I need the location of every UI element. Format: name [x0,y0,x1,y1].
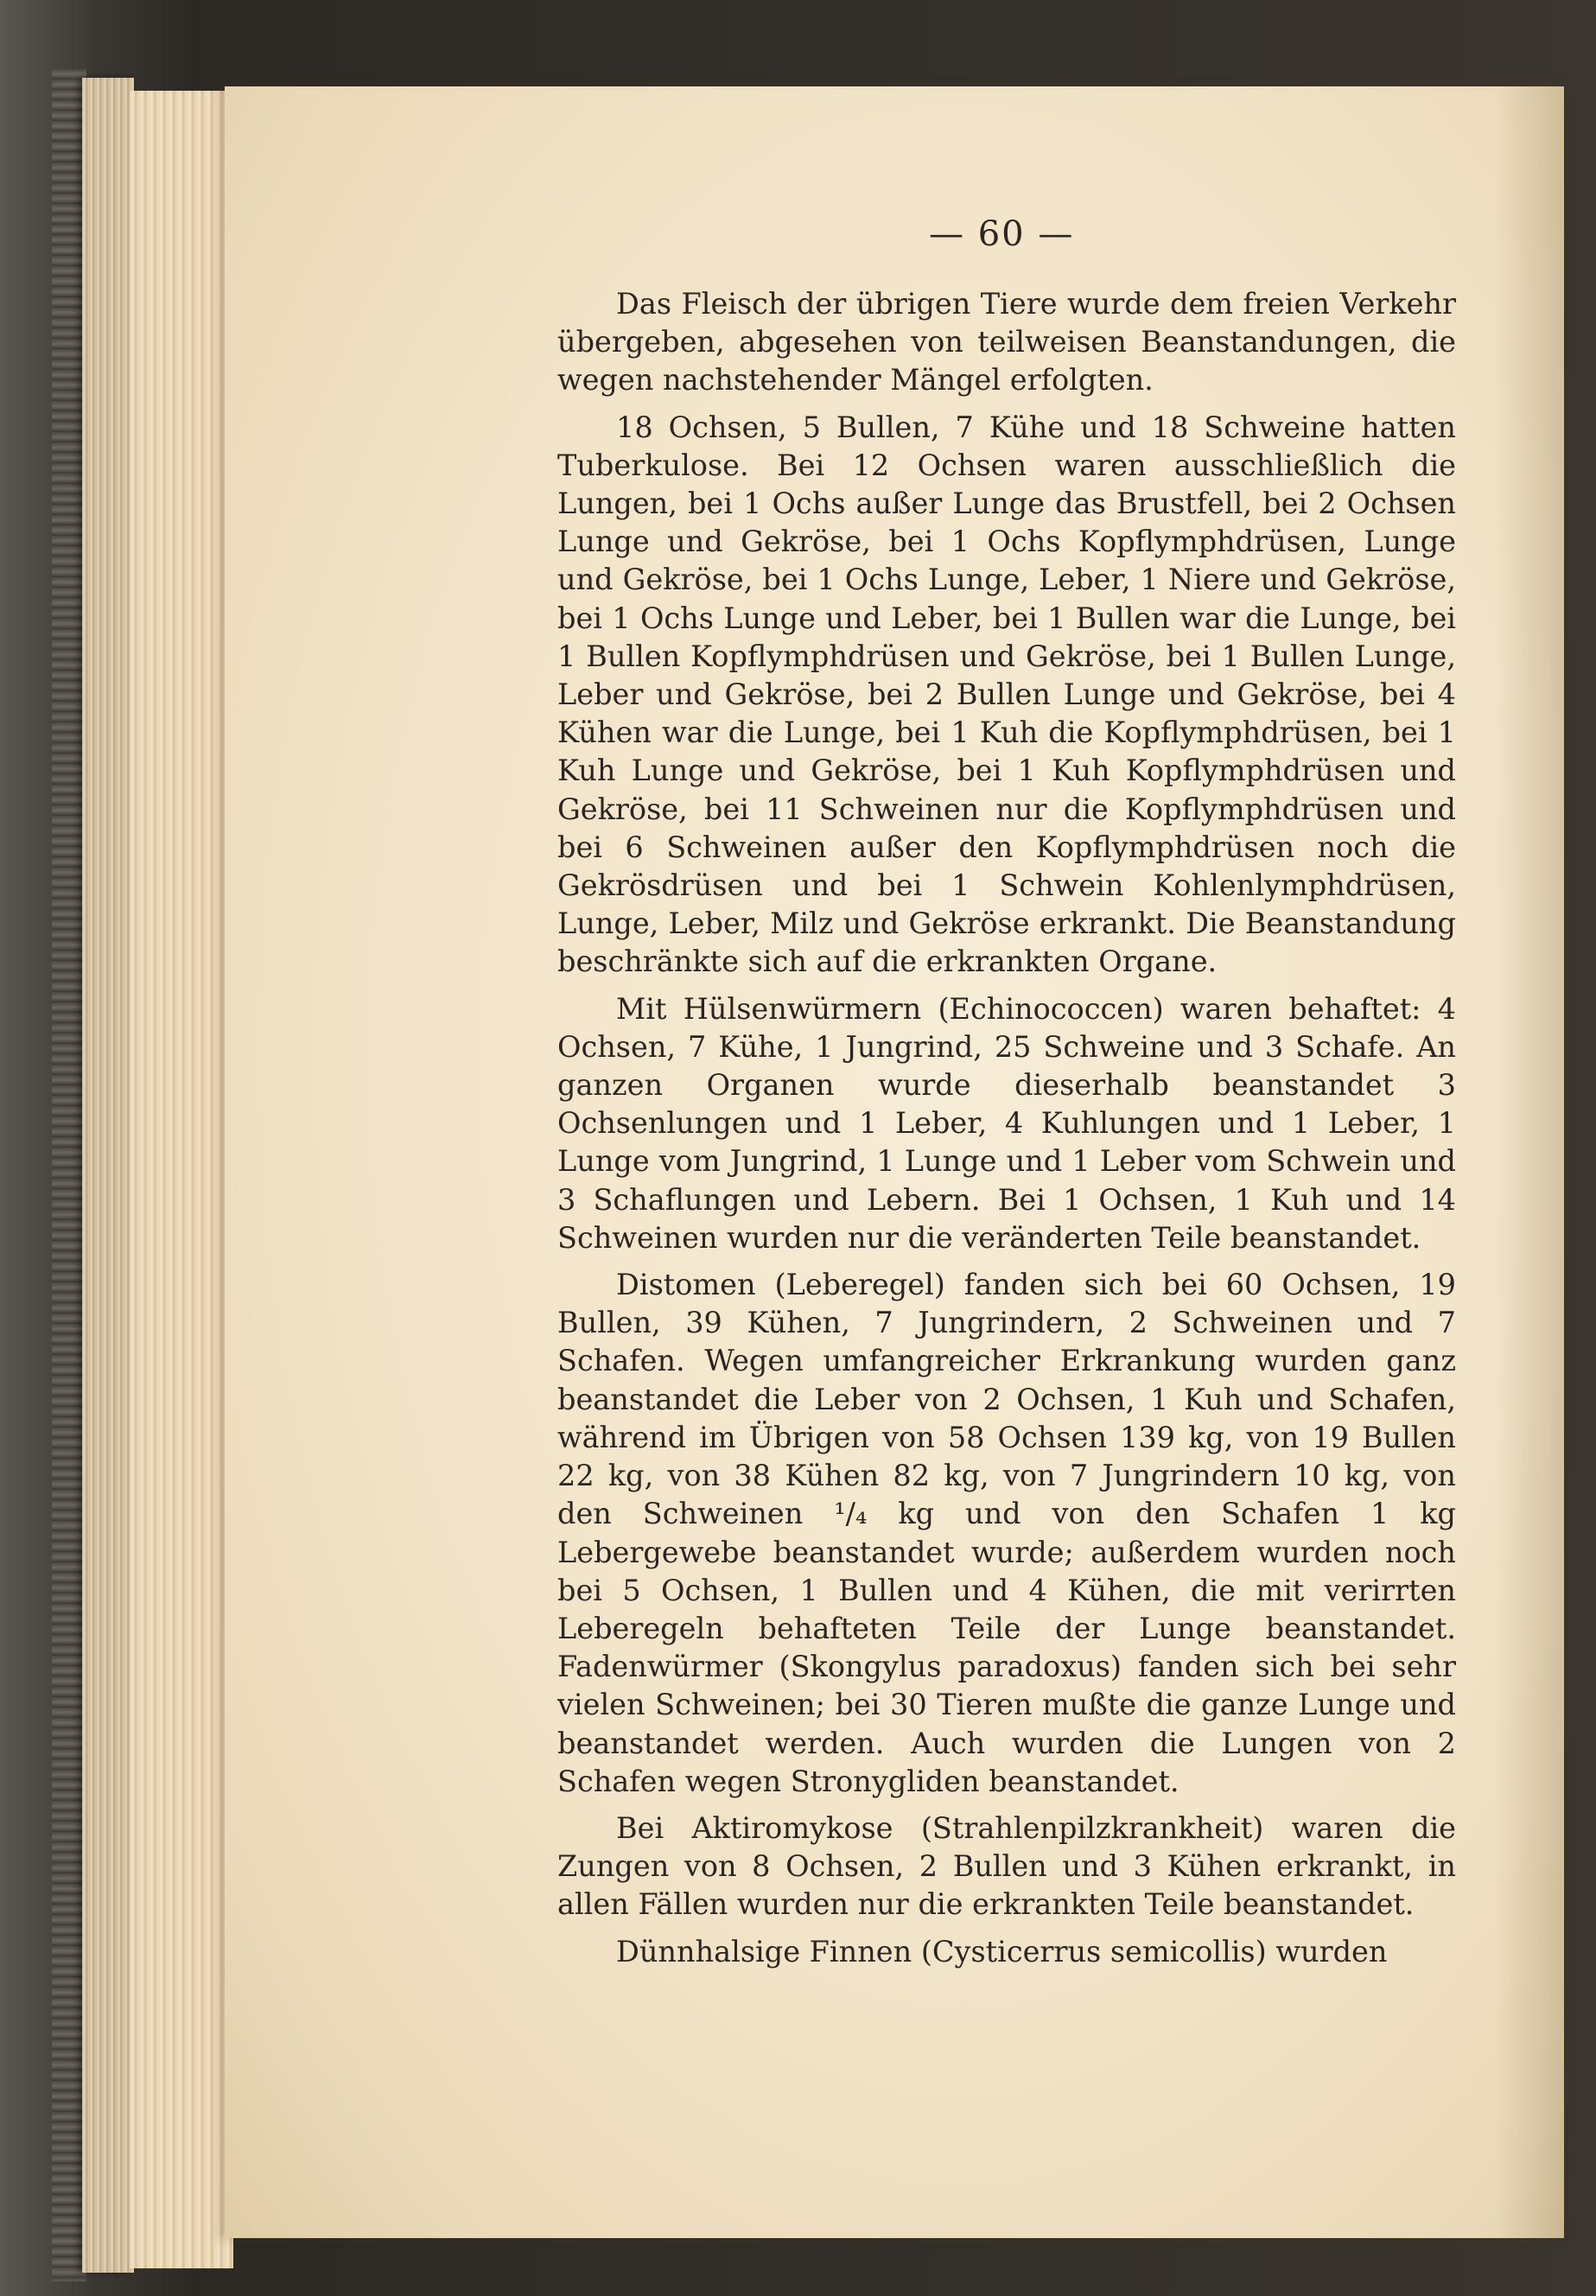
cover-board-edge [82,78,134,2273]
book-spine-edge [52,69,86,2281]
paragraph: Bei Aktiromykose (Strahlenpilzkrankheit) waren die Zungen von 8 Ochsen, 2 Bullen und 3 Kühen erkrankt, in allen Fällen wurden nur die erkrankten Teile beanstandet. [557,1810,1456,1922]
page-body [557,285,1456,1971]
paragraph: Dünnhalsige Finnen (Cysticerrus semicollis) wurden [616,1934,1388,1968]
paragraph: Mit Hülsenwürmern (Echinococcen) waren behaftet: 4 Ochsen, 7 Kühe, 1 Jungrind, 25 Schweine und 3 Schafe. An ganzen Organen wurde dieserhalb beanstandet 3 Ochsenlungen und 1 Leber, 4 Kuhlungen und 1 Leber, 1 Lunge vom Jungrind, 1 Lunge und 1 Leber vom Schwein und 3 Schaflungen und Lebern. Bei 1 Ochsen, 1 Kuh und 14 Schweinen wurden nur die veränderten Teile beanstandet. [557,991,1456,1255]
paragraph: 18 Ochsen, 5 Bullen, 7 Kühe und 18 Schweine hatten Tuberkulose. Bei 12 Ochsen waren ausschließlich die Lungen, bei 1 Ochs außer Lunge das Brustfell, bei 2 Ochsen Lunge und Gekröse, bei 1 Ochs Kopflymphdrüsen, Lunge und Gekröse, bei 1 Ochs Lunge, Leber, 1 Niere und Gekröse, bei 1 Ochs Lunge und Leber, bei 1 Bullen war die Lunge, bei 1 Bullen Kopflymphdrüsen und Gekröse, bei 1 Bullen Lunge, Leber und Gekröse, bei 2 Bullen Lunge und Gekröse, bei 4 Kühen war die Lunge, bei 1 Kuh die Kopflymphdrüsen, bei 1 Kuh Lunge und Gekröse, bei 1 Kuh Kopflymphdrüsen und Gekröse, bei 11 Schweinen nur die Kopflymphdrüsen und bei 6 Schweinen außer den Kopflymphdrüsen noch die Gekrösdrüsen und bei 1 Schwein Kohlenlymphdrüsen, Lunge, Leber, Milz und Gekröse erkrankt. Die Beanstandung beschränkte sich auf die erkrankten Organe. [557,410,1456,979]
paragraph: Distomen (Leberegel) fanden sich bei 60 Ochsen, 19 Bullen, 39 Kühen, 7 Jungrindern, 2 Schweinen und 7 Schafen. Wegen umfangreicher Erkrankung wurden ganz beanstandet die Leber von 2 Ochsen, 1 Kuh und Schafen, während im Übrigen von 58 Ochsen 139 kg, von 19 Bullen 22 kg, von 38 Kühen 82 kg, von 7 Jungrindern 10 kg, von den Schweinen ¹/₄ kg und von den Schafen 1 kg Lebergewebe beanstandet wurde; außerdem wurden noch bei 5 Ochsen, 1 Bullen und 4 Kühen, die mit verirrten Leberegeln behafteten Teile der Lunge beanstandet. Fadenwürmer (Skongylus paradoxus) fanden sich bei sehr vielen Schweinen; bei 30 Tieren mußte die ganze Lunge und beanstandet werden. Auch wurden die Lungen von 2 Schafen wegen Stronygliden beanstandet. [557,1268,1456,1798]
page-gutter-shade [1495,86,1564,2238]
page-number: — 60 — [929,214,1075,254]
page-edges [130,91,233,2268]
paragraph: Das Fleisch der übrigen Tiere wurde dem freien Verkehr übergeben, abgesehen von teilweisen Beanstandungen, die wegen nachstehender Mängel erfolgten. [557,287,1456,398]
